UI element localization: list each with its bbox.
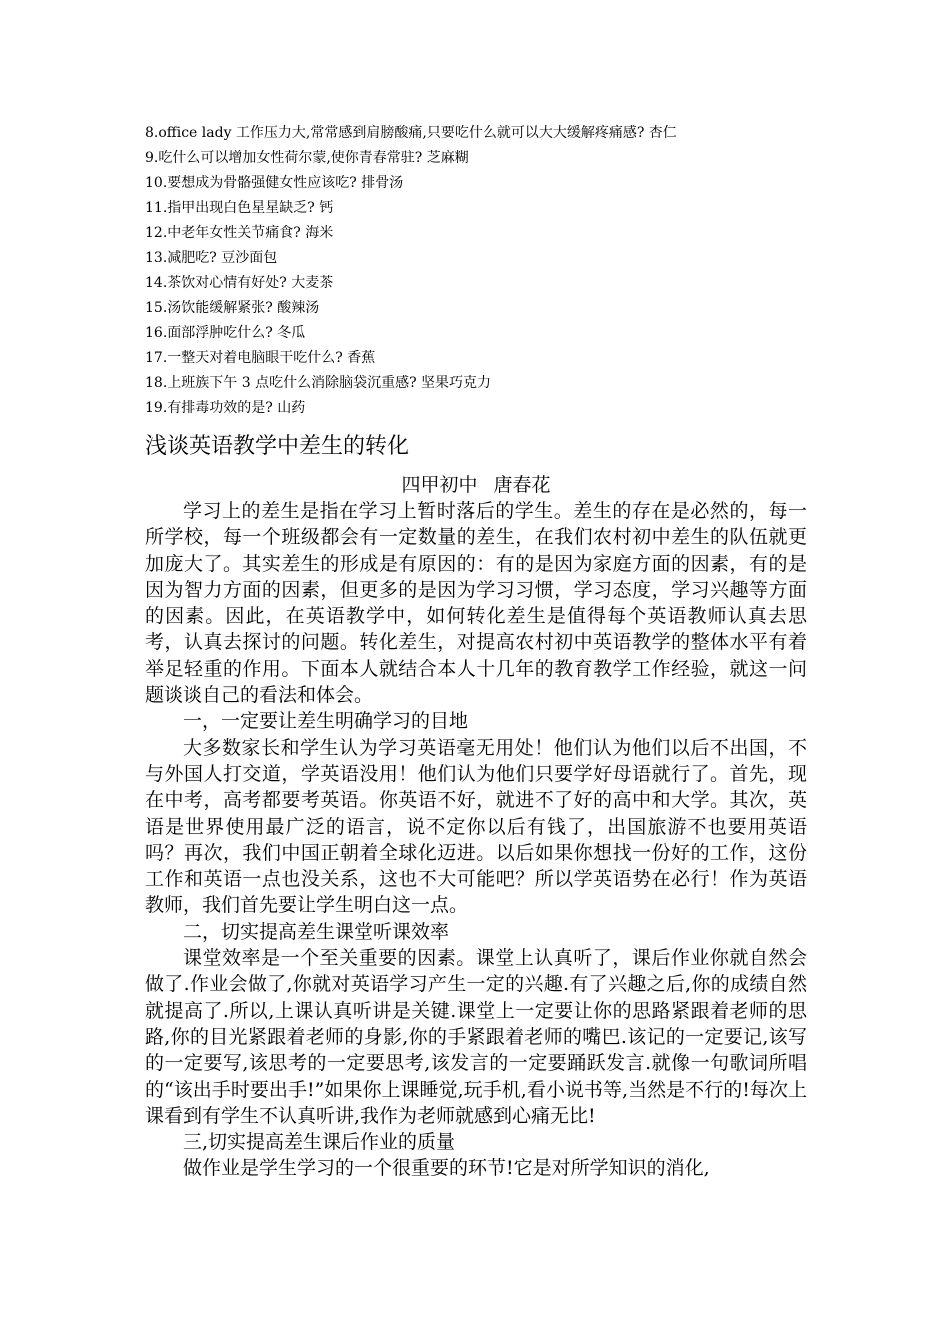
list-item: 18.上班族下午 3 点吃什么消除脑袋沉重感? 坚果巧克力 [145, 375, 492, 391]
section-heading-3: 三,切实提高差生课后作业的质量 [183, 1131, 456, 1154]
section-paragraph-2: 课堂效率是一个至关重要的因素。课堂上认真听了，课后作业你就自然会做了.作业会做了,你就对英语学习产生一定的兴趣.有了兴趣之后,你的成绩自然就提高了.所以,上课认真听讲是关键.课堂上一定要让你的思路紧跟着老师的思路,你的目光紧跟着老师的身影,你的手紧跟着老师的嘴巴.该记的一定要记,该写的一定要写,该思考的一定要思考,该发言的一定要踊跃发言.就像一句歌词所唱的“该出手时要出手!”如果你上课睡觉,玩手机,看小说书等,当然是不行的!每次上课看到有学生不认真听讲,我作为老师就感到心痛无比! [145, 947, 807, 1127]
list-item: 15.汤饮能缓解紧张? 酸辣汤 [145, 300, 320, 316]
list-item: 12.中老年女性关节痛食? 海米 [145, 225, 334, 241]
school-name: 四甲初中 [401, 474, 478, 496]
intro-paragraph: 学习上的差生是指在学习上暂时落后的学生。差生的存在是必然的，每一所学校，每一个班级都会有一定数量的差生，在我们农村初中差生的队伍就更加庞大了。其实差生的形成是有原因的：有的是因为家庭方面的因素，有的是因为智力方面的因素，但更多的是因为学习习惯，学习态度，学习兴趣等方面的因素。因此，在英语教学中，如何转化差生是值得每个英语教师认真去思考，认真去探讨的问题。转化差生，对提高农村初中英语教学的整体水平有着举足轻重的作用。下面本人就结合本人十几年的教育教学工作经验，就这一问题谈谈自己的看法和体会。 [145, 500, 807, 707]
section-paragraph-1: 大多数家长和学生认为学习英语毫无用处！他们认为他们以后不出国，不与外国人打交道，学英语没用！他们认为他们只要学好母语就行了。首先，现在中考，高考都要考英语。你英语不好，就进不了好的高中和大学。其次，英语是世界使用最广泛的语言，说不定你以后有钱了，出国旅游不也要用英语吗？再次，我们中国正朝着全球化迈进。以后如果你想找一份好的工作，这份工作和英语一点也没关系，这也不大可能吧？所以学英语势在必行！作为英语教师，我们首先要让学生明白这一点。 [145, 736, 807, 917]
list-item: 19.有排毒功效的是? 山药 [145, 400, 306, 416]
list-item: 16.面部浮肿吃什么? 冬瓜 [145, 325, 306, 341]
byline [145, 472, 807, 498]
list-item: 14.茶饮对心情有好处? 大麦茶 [145, 275, 334, 291]
tips-list [145, 121, 825, 421]
list-item: 17.一整天对着电脑眼干吃什么? 香蕉 [145, 350, 376, 366]
article [145, 430, 807, 1182]
author-name: 唐春花 [493, 474, 551, 496]
list-item: 9.吃什么可以增加女性荷尔蒙,使你青春常驻? 芝麻糊 [145, 150, 469, 166]
list-item: 13.减肥吃? 豆沙面包 [145, 250, 278, 266]
article-title: 浅谈英语教学中差生的转化 [145, 434, 410, 459]
list-item: 10.要想成为骨骼强健女性应该吃? 排骨汤 [145, 175, 404, 191]
section-heading-2: 二，切实提高差生课堂听课效率 [183, 920, 450, 943]
list-item: 8.office lady 工作压力大,常常感到肩膀酸痛,只要吃什么就可以大大缓解疼痛感? 杏仁 [145, 125, 677, 141]
section-heading-1: 一，一定要让差生明确学习的目地 [183, 710, 469, 733]
list-item: 11.指甲出现白色星星缺乏? 钙 [145, 200, 334, 216]
section-paragraph-3: 做作业是学生学习的一个很重要的环节!它是对所学知识的消化, [183, 1157, 710, 1180]
